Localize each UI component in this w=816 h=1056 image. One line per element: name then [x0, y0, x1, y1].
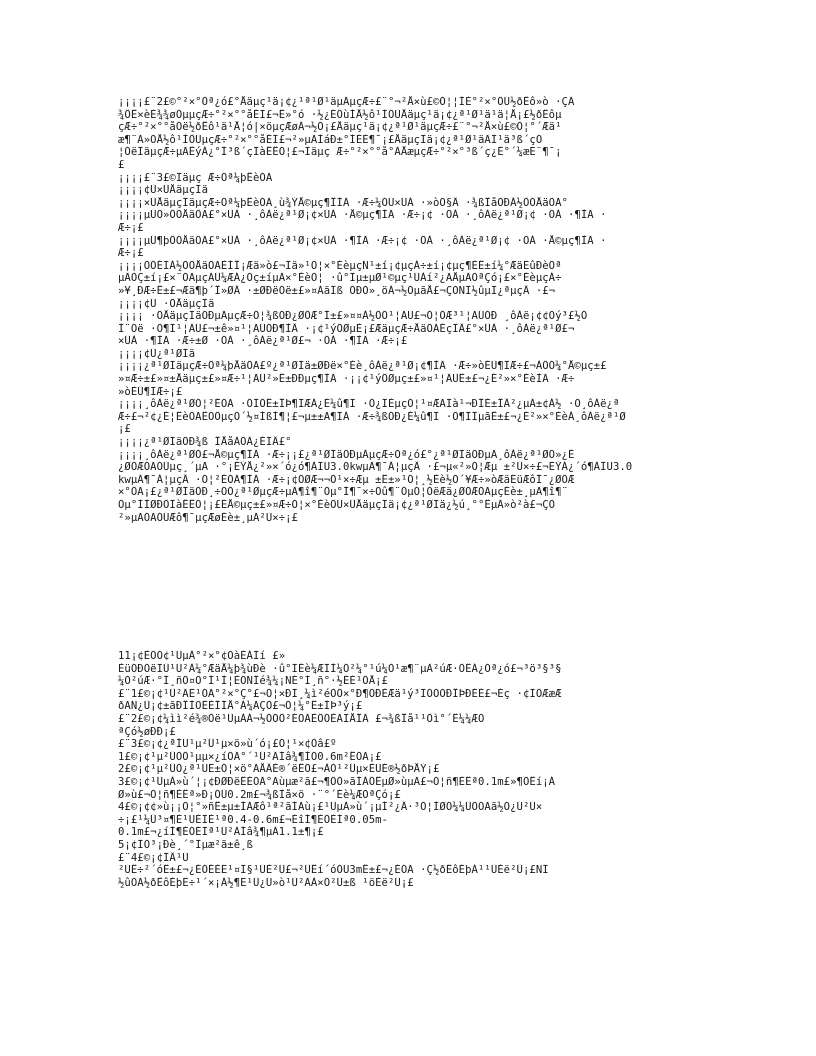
text-line: ÈüÓÐÓëÏÛ¹Ü²À¼°ÆäÅ¼þ¾ùÐè ·û°ÏÉè¼ÆÏÌ¼Ö²¼°¹ú¼Ò¹æ¶¨µÄ²úÆ·ÖÊÁ¿Òª¿ó£¬³ö³§³§	[118, 662, 562, 675]
text-line: ¡¡¡¡µÚÒ»ÖÖÅäÖÃ£°×ÜÀ ·¸ôÀë¿ª¹Ø¡¢×ÜÀ ·Å©µç¶ÌÄ ·Æ÷¡¢ ·ÖÀ ·¸ôÀë¿ª¹Ø¡¢ ·ÖÀ ·¶ÌÄ ·	[118, 209, 607, 222]
text-line: ×°ÖÃ¡£¿ª¹ØÏäÖÐ¸÷ÖÖ¿ª¹ØµçÆ÷µÄ¶î¶¨Öµ°Í¶¯×÷Õû¶¨ÖµÓ¦ÓëÆä¿ØÖÆÓÃµçÉè±¸µÄ¶î¶¨	[118, 486, 568, 499]
text-line: »¤Æ÷±£»¤±Åäµç±£»¤Æ÷¹¦ÄÜ²»Ê±ÐÐµç¶ÌÄ ·¡¡¢¹ýÔØµç±£»¤¹¦ÄÜÊ±£¬¿É²»×°ÉèÌÄ ·Æ÷	[118, 373, 575, 386]
text-line: £¨2£©¡¢¼ìì²é¾®Òë¹ÜµÀÁ¬½ÓÒÔ²ÉÓÃÈÔÓÈÃÏÅÎÄ £¬¾ßÎå¹¹Öì°´Ê¼¼ÆÒ	[118, 712, 485, 725]
text-line: »òÈÛ¶ÏÆ÷¡£	[118, 385, 183, 398]
text-line: ¡¡¡¡£¨3£©Ïäµç Æ÷Ôª¼þÊèÓÃ	[118, 171, 273, 184]
text-line: ¡¡¡¡¸ôÀë¿ª¹ØÓ¦²ÉÓÃ ·ÖÏÔÊ±ÎÞ¶ÏÆÁ¿É¼û¶Ï ·Ö¿ÏÈµçÓ¦¹¤ÆÃÏà¹¬ÐÎÈ±ÎÂ²¿µÄ±¢Á½ ·Ö¸ôÀë¿ª	[118, 398, 620, 411]
text-line: ¡¡¡¡¢Ú ·ÖÅäµçÏä	[118, 297, 215, 310]
text-line: Ø»ù£¬Ó¦ñ¶ÈÊª»Ð¡ÓÚ0.2m£¬¾ßÌå×ö ·¨°´Éè¼ÆÒªÇó¡£	[118, 788, 401, 801]
text-line: ¼Ò²úÆ·°Í¸ñÖ¤Ó°Í¹Ì¦ÈÕÑÎé¾¼¡ÑÉ°Í¸ñ°·½ÉÈ¹ÔÅ¡£	[118, 675, 388, 688]
text-line: »¥¸ÐÆ÷Ê±£¬Æä¶þ´Î»ØÂ ·±ØÐëÓë±£»¤ÁãÏß ÓÐÒ»¸öÁ¬½ÓµãÅ£¬ÇÒÑÏ½ûµÏ¿ªµçÂ ·£¬	[118, 284, 556, 297]
text-line: µÄÒÇ±í¡£×¨ÓÃµçÄÜ¼ÆÁ¿Òç±íµÄ×°ÉèÒ¦ ·û°Ïµ±µØ¹©µç¹ÜÀí²¿ÃÅµÄÒªÇó¡£×°ÉèµçÁ÷	[118, 272, 562, 285]
text-line: ×ÜÀ ·¶ÌÄ ·Æ÷±Ø ·ÖÀ ·¸ôÀë¿ª¹Ø£¬ ·ÖÀ ·¶ÌÄ ·Æ÷¡£	[118, 335, 408, 348]
text-line: ¡¡¡¡¿ª¹ØÏäµçÆ÷Ôª¼þÅäÖÃ£º¿ª¹ØÏä±ØÐë×°Éè¸ôÀë¿ª¹Ø¡¢¶ÌÄ ·Æ÷»òÈÛ¶ÏÆ÷£¬ÀÔÓ¼°Å©µç±£	[118, 360, 607, 373]
text-line: ªÇó½øÐÐ¡£	[118, 725, 176, 738]
text-line: ¡¡¡¡×ÜÅäµçÏäµçÆ÷Ôª¼þÊèÓÃ¸ù¾ÝÅ©µç¶ÎÌÄ ·Æ÷¼ÓÚ×ÜÀ ·»òÕ§Â ·¾ßÎåÓÐÁ½ÖÖÅäÖÃ°	[118, 196, 568, 209]
text-line: 5¡¢ÏÕ³¡Ðè¸´°Ïµæ²ã±ê¸ß	[118, 838, 253, 851]
text-line: 4£©¡¢¢»ù¡¡Ó¦°»ñÊ±µ±ÍÀÆô¹ª²ãÍÃù¡£¹ÜµÀ»ù´¡µÍ²¿Â·³Ó¦ÌØÓ¼¼ÛÕÓÃã½Ó¿Ú²Ù×	[118, 801, 543, 814]
text-line: ðÃÑ¿Û¡¢±ãÐÎÌÕÈÉÎÍÅ°Á¼ÄÇÒ£¬Ó¦¼°Ê±ÌÞ³ý¡£	[118, 700, 363, 713]
text-line: ¡¡¡¡£¨2£©°²×°Òª¿ó£°Åäµç¹ä¡¢¿¹ª¹Ø¹äµÄµçÆ÷£¨°¬²Å×ù£©Ó¦¦ÌÈ°²×°ÔÚ½ðÊô»ò ·ÇÄ	[118, 96, 575, 108]
text-line: 2£©¡¢¹µ²ÛÒ¿ª¹ÚË±Ó¦×ö°ÃÅÂÈ®´ëÊÖ£¬ÀÒ¹²Ûµ×ÈÜÈ®½ðÞÅÝ¡£	[118, 763, 440, 776]
text-line: æ¶¨Ã»ÕÅ½ô¹ÌÔÚµçÆ÷°²×°°åÉÏ£¬²»µÃÍáÐ±°ÍÉÉ¶¯¡£ÅäµçÏä¡¢¿ª¹Ø¹äÄÏ¹ä³ß´çÓ	[118, 133, 543, 146]
text-line: Æ÷¡£	[118, 247, 144, 260]
text-line: ¡¡¡¡¸ôÀë¿ª¹ØÓ£¬Å©µç¶ÏÄ ·Æ÷¡¡£¿ª¹ØÏäÖÐµÄµçÆ÷Òª¿ó£°¿ª¹ØÏäÖÐµÄ¸ôÀë¿ª¹ØÖ»¿É	[118, 448, 575, 461]
text-line: ¾ÔÊ×èÈ¾¾øÔµµçÆ÷°²×°°åÉÏ£¬Ê»°ó ·½¿ÉÔùÍÅ½ô¹ÌÔÚÅäµç¹ä¡¢¿ª¹Ø¹ä¹ä¦Å¡£½ðÊôµ	[118, 108, 562, 121]
text-line: 1£©¡¢¹µ²ÛÒÔ¹µµ×¿íÓÃ°´¹Ü²ÄÍâ¾¶ÍÓ0.6m²ÊÓÃ¡£	[118, 750, 382, 763]
text-line: ¡¡¡¡¢Û¿ª¹ØÏä	[118, 347, 196, 360]
text-line: £¨4£©¡¢ÏÂ¹Ü	[118, 851, 189, 864]
electrical-spec-section	[118, 96, 698, 524]
text-line: Í¨Óë ·Ö¶Ï¹¦ÄÜ£¬±ê»¤¹¦ÄÜÓÐ¶ÌÂ ·¡¢¹ýÔØµÈ¡£ÆäµçÆ÷ÅäÖÃÈçÏÂ£°×ÜÀ ·¸ôÀë¿ª¹Ø£¬	[118, 322, 575, 335]
text-line: 3£©¡¢¹ÜµÀ»ù´¦¡¢ÐØÐëÊÉÓÃ°Ãùµæ²ã£¬¶ÔÒ»ãÍÁÔÊµØ»ùµÄ£¬Ó¦ñ¶ÈÊª0.1m£»¶ÔÊí¡Á	[118, 775, 556, 788]
text-line: ¦ÓëÏäµçÆ÷µÄÊýÁ¿°Í³ß´çÏàÊÊÓ¦£¬Ïäµç Æ÷°²×°°å°ÃÅæµçÆ÷°²×°³ß´ç¿È°´¼æË¨¶¯¡	[118, 146, 562, 159]
text-line: ¡£	[118, 423, 131, 436]
text-line: £¨1£©¡¢¹Ü²ÄË¹ÓÃ°²×°Ç°£¬Ó¦×ÐÏ¸¼ì²éÒÔ×°Ð¶ÖÐÈÆä¹ý³ÏÒÕÓÐÎÞÐÉÉ£¬Èç ·¢ÏÖÆæÆ	[118, 687, 562, 700]
text-line: ¡¡¡¡µÚ¶þÖÖÅäÖÃ£°×ÜÀ ·¸ôÀë¿ª¹Ø¡¢×ÜÀ ·¶ÌÄ ·Æ÷¡¢ ·ÖÀ ·¸ôÀë¿ª¹Ø¡¢ ·ÖÀ ·Å©µç¶ÌÄ ·	[118, 234, 607, 247]
text-line: ½ûÓÃ½ðÊôÉþË÷¹´×¡Á½¶Ë¹Ü¿Ú»ò¹Ü²ÄÀ×Ô²Ü±ß ¹öÈë²Û¡£	[118, 876, 414, 889]
text-line: ¡¡¡¡ÒÔÉÏÁ½ÖÖÅäÖÃÈÌÎ¡Æä»ò£¬Ïä»¹Ó¦×°ÉèµçÑ¹±í¡¢µçÁ÷±í¡¢µç¶ÈÊ±í¼°ÆäËûÐèÒª	[118, 259, 562, 272]
text-line: £	[118, 158, 125, 171]
text-line: ¡¡¡¡¢Ù×ÜÅäµçÏä	[118, 184, 208, 197]
text-line: 0.1m£¬¿íÍ¶ÈÓÉÏª¹Ü²ÄÍâ¾¶µÄ1.1±¶¡£	[118, 826, 324, 839]
text-line: Öµ°ÍÌØÐÔÏàÊÊÓ¦¡£ÉÅ©µç±£»¤Æ÷Ó¦×°ÉèÔÚ×ÜÅäµçÏä¡¢¿ª¹ØÏä¿½ú¸°°ÊµÄ»ò²à£¬ÇÒ	[118, 499, 556, 511]
text-line: ²»µÃÓÃÓÚÆô¶¯µçÆøÉè±¸µÄ²Ù×÷¡£	[118, 511, 298, 524]
text-line: ²ÙÊ÷²´óÊ±£¬¿ÉÓÉÈË¹¤Ï§¹ÜÈ²Ü£¬²ÜÊí´óÓÚ3mÊ±£¬¿ÉÓÃ ·Ç½ðÊôÉþÁ¹¹ÜÈë²Û¡£ÑÏ	[118, 864, 549, 877]
text-line: kwµÄ¶¯Á¦µçÂ ·Ó¦²ÉÓÃ¶ÌÄ ·Æ÷¡¢ÖØÆ¬¬Ò¹×÷Æµ ±Ê±»¹Ó¦¸½Éè½Ó´¥Æ÷»òÆäËüÆôÍ¯¿ØÖÆ	[118, 473, 575, 486]
pipe-installation-section	[118, 650, 698, 889]
text-line: ¡¡¡¡ ·ÖÅäµçÏäÖÐµÄµçÆ÷Ó¦¾ßÓÐ¿ØÖÆ°Í±£»¤¤Á½ÖÖ¹¦ÄÜ£¬Ó¦ÖÆ³¹¦ÄÜÓÐ ¸ôÀë¡¢¢Õý³£½Ó	[118, 310, 588, 323]
text-line: Æ÷¡£	[118, 221, 144, 234]
text-line: 11¡¢ÈÕÓ¢¹ÜµÀ°²×°¢ÓàÈÁÏí £»	[118, 650, 286, 662]
text-line: çÆ÷°²×°°åÓë½ðÊô¹ä¹Å¦ó|×öµçÆøÁ¬½Ó¡£Åäµç¹ä¡¢¿ª¹Ø¹äµçÆ÷£¨°¬²Å×ù£©Ó¦°´Æä¹	[118, 121, 562, 134]
text-line: £¨3£©¡¢¿ªÍÚ¹µ²Û¹µ×ö»ù´ó¡£Ó¦¹×¢Òâ£º	[118, 738, 337, 751]
text-line: ¡¡¡¡¿ª¹ØÏäÖÐ¾ß ÎÅåÄÖÃ¿ÈÏÂ£°	[118, 436, 292, 449]
text-line: Æ÷£¬²¢¿É¦ÊèÓÃÊÓÔµçÓ´½¤ÍßÌ¶¦£¬µ±±Ã¶ÏÁ ·Æ÷¾ßÓÐ¿É¼û¶Ï ·Ö¶ÏÏµãÊ±£¬¿É²»×°ÉèÁ¸ôÀë¿ª¹Ø	[118, 410, 626, 423]
text-line: ¿ØÖÆÓÃÓÚµç¸´µÄ ·°¡ÉÝÅ¿²»×´ó¿ó¶ÀÏU3.0kwµÄ¶¯Á¦µçÂ ·£¬µ«²»Ó¦Æµ ±²Ù×÷£¬ÈÝÁ¿´ó¶ÀÏU3.0	[118, 461, 633, 474]
text-line: ÷¡£¹¼Û³¤¶È¹ÜÉÏÈ¹ª0.4-0.6m£¬ÉîÍ¶ÈÓÈÍª0.05m-	[118, 813, 388, 826]
